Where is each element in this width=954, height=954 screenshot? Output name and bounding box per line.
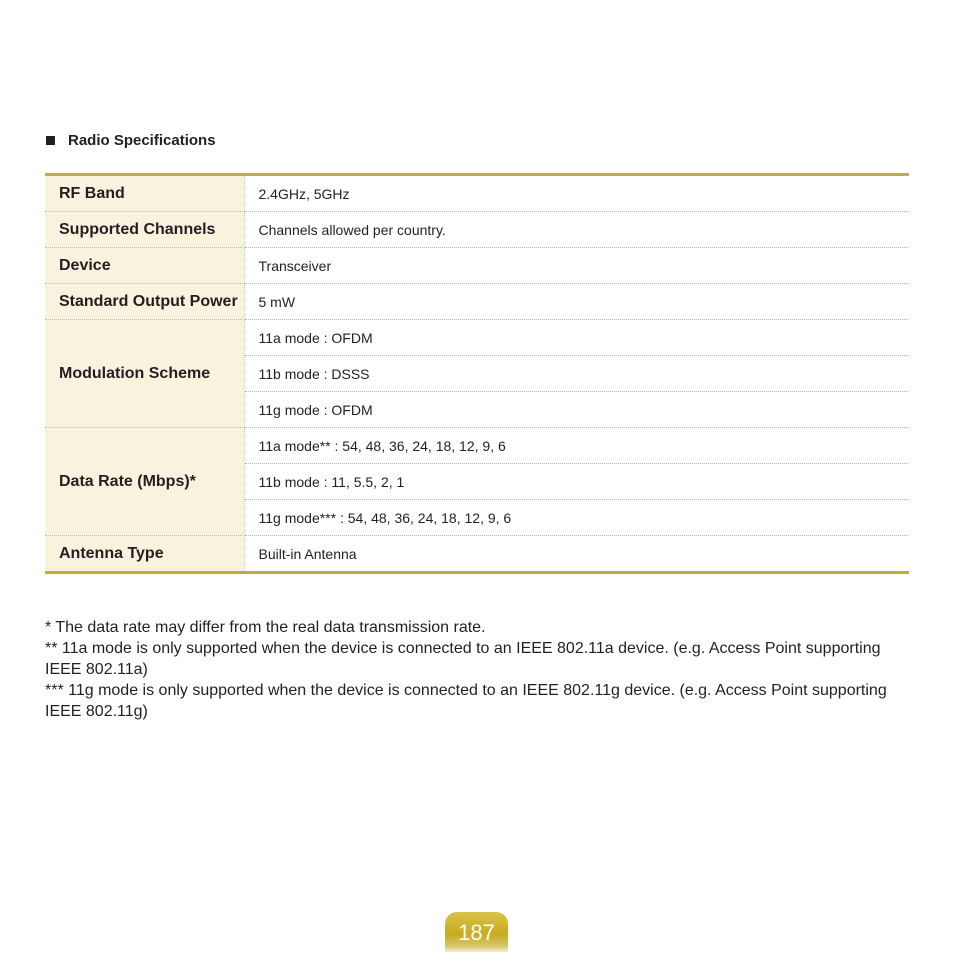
table-row xyxy=(45,536,909,573)
table-row xyxy=(45,428,909,464)
row-value: 11a mode : OFDM xyxy=(244,320,909,356)
row-value: 5 mW xyxy=(244,284,909,320)
row-value: 11g mode : OFDM xyxy=(244,392,909,428)
footnote-11a-mode: ** 11a mode is only supported when the device is connected to an IEEE 802.11a device. (e.g. Access Point supporting IEEE 802.11a) xyxy=(45,640,881,678)
table-row xyxy=(45,248,909,284)
page-number-tab: 187 xyxy=(445,912,508,952)
square-bullet-icon xyxy=(46,136,55,145)
row-value: 11a mode** : 54, 48, 36, 24, 18, 12, 9, 6 xyxy=(244,428,909,464)
row-label-data-rate: Data Rate (Mbps)* xyxy=(45,428,244,536)
radio-specifications-table xyxy=(45,173,909,574)
row-label-supported-channels: Supported Channels xyxy=(45,212,244,248)
row-label-antenna-type: Antenna Type xyxy=(45,536,244,573)
section-title: Radio Specifications xyxy=(68,132,216,149)
row-value: 2.4GHz, 5GHz xyxy=(244,175,909,212)
row-value: 11b mode : 11, 5.5, 2, 1 xyxy=(244,464,909,500)
table-row xyxy=(45,284,909,320)
table-row xyxy=(45,320,909,356)
row-label-rf-band: RF Band xyxy=(45,175,244,212)
row-value: Channels allowed per country. xyxy=(244,212,909,248)
footnote-11g-mode: *** 11g mode is only supported when the device is connected to an IEEE 802.11g device. (e.g. Access Point supporting IEEE 802.11g) xyxy=(45,682,887,720)
row-label-modulation-scheme: Modulation Scheme xyxy=(45,320,244,428)
table-row xyxy=(45,212,909,248)
row-value: Transceiver xyxy=(244,248,909,284)
row-label-standard-output-power: Standard Output Power xyxy=(45,284,244,320)
row-value: 11b mode : DSSS xyxy=(244,356,909,392)
row-value: 11g mode*** : 54, 48, 36, 24, 18, 12, 9, 6 xyxy=(244,500,909,536)
footnotes xyxy=(45,617,905,722)
row-value: Built-in Antenna xyxy=(258,545,357,562)
section-heading xyxy=(46,132,216,149)
footnote-data-rate: * The data rate may differ from the real data transmission rate. xyxy=(45,619,486,636)
row-label-device: Device xyxy=(45,248,244,284)
table-row xyxy=(45,175,909,212)
